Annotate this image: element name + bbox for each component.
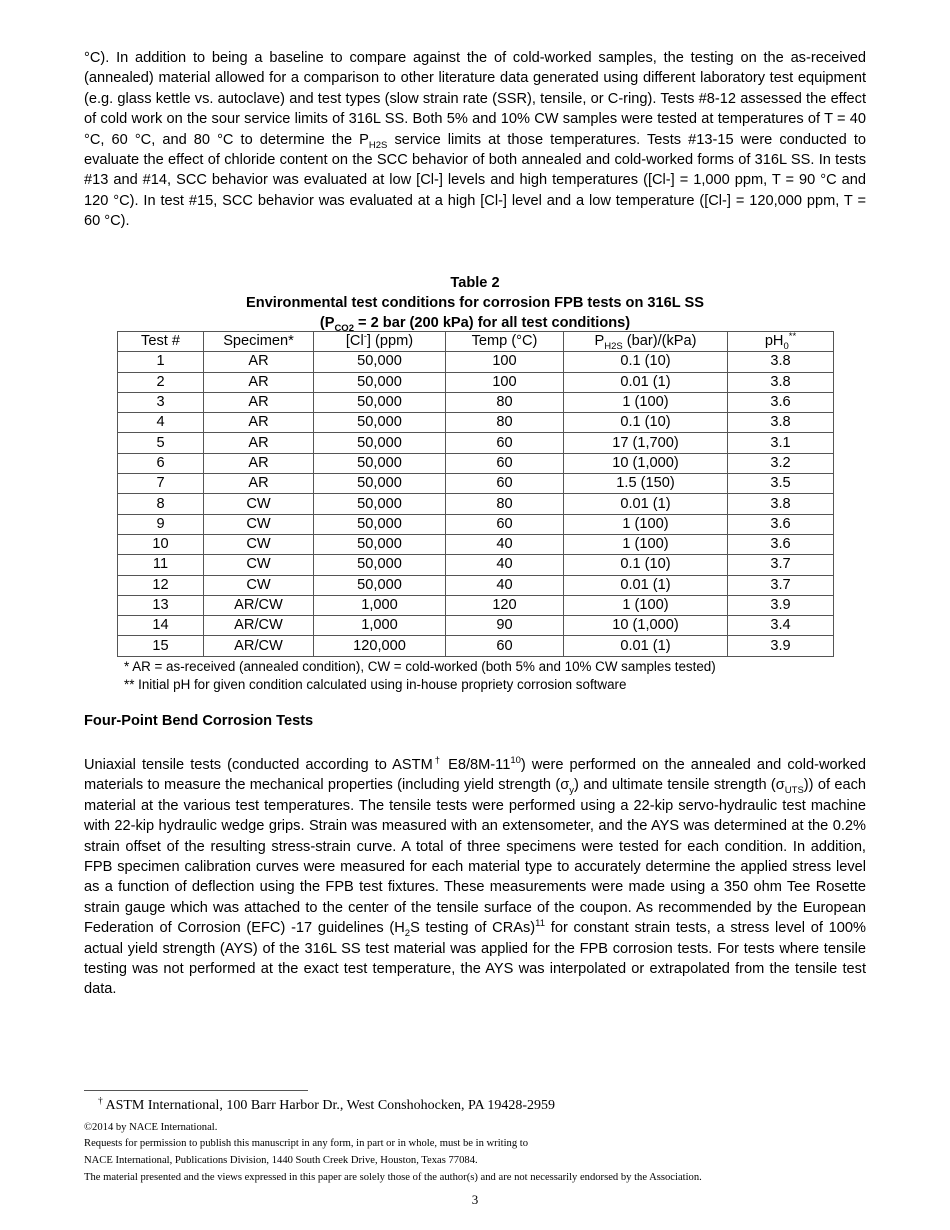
cell-specimen: AR/CW bbox=[204, 636, 314, 656]
cell-ph: 3.9 bbox=[728, 595, 834, 615]
section-heading: Four-Point Bend Corrosion Tests bbox=[84, 713, 314, 729]
cell-temp: 80 bbox=[446, 413, 564, 433]
dagger-mark: † bbox=[98, 1096, 103, 1107]
text-run: for constant strain tests, a stress level of 100% actual yield strength (AYS) of the 316L SS test material was applied for the FPB corrosion tests. For tests where tensile testing was not performed at the exact test temperature, the AYS was interpolated or extrapolated from the tensile test data. bbox=[84, 920, 866, 998]
table-row bbox=[118, 575, 834, 595]
cell-ph2s: 1 (100) bbox=[564, 514, 728, 534]
cell-temp: 90 bbox=[446, 616, 564, 636]
cell-test: 5 bbox=[118, 433, 204, 453]
subscript: H2S bbox=[368, 139, 388, 151]
cell-temp: 60 bbox=[446, 514, 564, 534]
header-ph bbox=[728, 332, 834, 352]
cell-chloride: 50,000 bbox=[314, 494, 446, 514]
subscript: 2 bbox=[404, 928, 411, 940]
cell-ph: 3.6 bbox=[728, 514, 834, 534]
cell-specimen: AR bbox=[204, 413, 314, 433]
cell-chloride: 50,000 bbox=[314, 433, 446, 453]
cell-chloride: 50,000 bbox=[314, 474, 446, 494]
cell-ph2s: 0.01 (1) bbox=[564, 494, 728, 514]
cell-specimen: AR/CW bbox=[204, 595, 314, 615]
subtitle-subscript: CO2 bbox=[334, 322, 354, 334]
cell-chloride: 50,000 bbox=[314, 352, 446, 372]
table-row bbox=[118, 392, 834, 412]
cell-chloride: 50,000 bbox=[314, 514, 446, 534]
cell-temp: 80 bbox=[446, 494, 564, 514]
text-run: S testing of CRAs) bbox=[410, 920, 536, 937]
cell-temp: 60 bbox=[446, 474, 564, 494]
cell-chloride: 50,000 bbox=[314, 453, 446, 473]
cell-test: 7 bbox=[118, 474, 204, 494]
cell-ph2s: 1 (100) bbox=[564, 595, 728, 615]
table-row bbox=[118, 413, 834, 433]
footnote-divider bbox=[84, 1090, 308, 1091]
text-run: E8/8M-11 bbox=[442, 757, 511, 773]
cell-chloride: 50,000 bbox=[314, 372, 446, 392]
cell-chloride: 50,000 bbox=[314, 555, 446, 575]
page-number: 3 bbox=[471, 1192, 479, 1207]
cell-ph2s: 1 (100) bbox=[564, 392, 728, 412]
cell-ph2s: 0.01 (1) bbox=[564, 636, 728, 656]
cell-temp: 60 bbox=[446, 453, 564, 473]
cell-specimen: CW bbox=[204, 575, 314, 595]
text-run: ) and ultimate tensile strength (σ bbox=[574, 777, 785, 794]
text-run: service limits at those temperatures. Tests #13-15 were conducted to evaluate the effect of chloride content on the SCC behavior of both annealed and cold-worked forms of 316L SS. In tests #13 and #14, SCC behavior was evaluated at low [Cl-] levels and high temperatures ([Cl-] = 1,000 ppm, T = 90 °C and 120 °C). In test #15, SCC behavior was evaluated at a high [Cl-] level and a low temperature ([Cl-] = 120,000 ppm, T = 60 °C). bbox=[84, 131, 866, 230]
table-note-1: * AR = as-received (annealed condition), CW = cold-worked (both 5% and 10% CW samples tested) bbox=[124, 659, 716, 674]
cell-test: 6 bbox=[118, 453, 204, 473]
table-row bbox=[118, 514, 834, 534]
cell-test: 13 bbox=[118, 595, 204, 615]
superscript: † bbox=[432, 755, 443, 767]
cell-test: 9 bbox=[118, 514, 204, 534]
cell-ph2s: 0.1 (10) bbox=[564, 555, 728, 575]
cell-test: 1 bbox=[118, 352, 204, 372]
cell-test: 10 bbox=[118, 534, 204, 554]
footer-copyright: ©2014 by NACE International. bbox=[84, 1122, 218, 1133]
cell-specimen: AR bbox=[204, 453, 314, 473]
cell-temp: 60 bbox=[446, 433, 564, 453]
cell-specimen: CW bbox=[204, 514, 314, 534]
body-paragraph-1 bbox=[84, 48, 866, 232]
cell-specimen: CW bbox=[204, 494, 314, 514]
table-row bbox=[118, 433, 834, 453]
table-header-row bbox=[118, 332, 834, 352]
cell-test: 11 bbox=[118, 555, 204, 575]
body-paragraph-2 bbox=[84, 755, 866, 1000]
header-text: P bbox=[594, 333, 605, 350]
cell-test: 8 bbox=[118, 494, 204, 514]
cell-ph2s: 17 (1,700) bbox=[564, 433, 728, 453]
table-row bbox=[118, 534, 834, 554]
header-superscript: - bbox=[363, 331, 367, 343]
cell-temp: 120 bbox=[446, 595, 564, 615]
table-row bbox=[118, 474, 834, 494]
footer-disclaimer: The material presented and the views expressed in this paper are solely those of the author(s) and are not necessarily endorsed by the Association. bbox=[84, 1172, 702, 1183]
header-text: (bar)/(kPa) bbox=[622, 333, 697, 350]
cell-specimen: AR bbox=[204, 474, 314, 494]
cell-test: 12 bbox=[118, 575, 204, 595]
cell-chloride: 50,000 bbox=[314, 575, 446, 595]
cell-specimen: CW bbox=[204, 534, 314, 554]
cell-chloride: 1,000 bbox=[314, 616, 446, 636]
header-superscript: ** bbox=[788, 331, 797, 343]
header-text: pH bbox=[764, 333, 784, 350]
test-conditions-table bbox=[117, 331, 834, 657]
cell-ph: 3.6 bbox=[728, 534, 834, 554]
cell-temp: 100 bbox=[446, 352, 564, 372]
cell-ph: 3.7 bbox=[728, 555, 834, 575]
cell-chloride: 1,000 bbox=[314, 595, 446, 615]
header-subscript: 0 bbox=[783, 341, 789, 353]
header-ph2s bbox=[564, 332, 728, 352]
header-specimen: Specimen* bbox=[204, 332, 314, 352]
subscript: UTS bbox=[784, 785, 804, 797]
cell-ph: 3.8 bbox=[728, 372, 834, 392]
superscript: 10 bbox=[510, 755, 521, 767]
text-run: ) were performed on the annealed and cold-worked materials to measure the mechanical properties (including yield strength (σ bbox=[84, 757, 866, 794]
subtitle-text: = 2 bar (200 kPa) for all test conditions) bbox=[353, 315, 631, 331]
cell-test: 2 bbox=[118, 372, 204, 392]
header-test: Test # bbox=[118, 332, 204, 352]
cell-ph2s: 0.1 (10) bbox=[564, 413, 728, 433]
cell-test: 14 bbox=[118, 616, 204, 636]
footnote-astm bbox=[98, 1098, 555, 1114]
cell-ph: 3.2 bbox=[728, 453, 834, 473]
cell-ph2s: 0.01 (1) bbox=[564, 372, 728, 392]
cell-chloride: 50,000 bbox=[314, 392, 446, 412]
footer-address: NACE International, Publications Division, 1440 South Creek Drive, Houston, Texas 77084. bbox=[84, 1155, 478, 1166]
cell-ph: 3.8 bbox=[728, 413, 834, 433]
header-temp: Temp (°C) bbox=[446, 332, 564, 352]
cell-ph: 3.8 bbox=[728, 494, 834, 514]
cell-chloride: 120,000 bbox=[314, 636, 446, 656]
subscript: y bbox=[569, 785, 574, 797]
table-row bbox=[118, 595, 834, 615]
cell-ph2s: 0.1 (10) bbox=[564, 352, 728, 372]
cell-ph2s: 0.01 (1) bbox=[564, 575, 728, 595]
header-text: ] (ppm) bbox=[366, 333, 414, 350]
superscript: 11 bbox=[535, 918, 546, 930]
cell-ph: 3.7 bbox=[728, 575, 834, 595]
cell-test: 15 bbox=[118, 636, 204, 656]
cell-ph2s: 1 (100) bbox=[564, 534, 728, 554]
table-row bbox=[118, 352, 834, 372]
table-row bbox=[118, 372, 834, 392]
cell-chloride: 50,000 bbox=[314, 413, 446, 433]
header-subscript: H2S bbox=[604, 341, 623, 353]
cell-specimen: AR/CW bbox=[204, 616, 314, 636]
cell-specimen: CW bbox=[204, 555, 314, 575]
cell-ph2s: 10 (1,000) bbox=[564, 616, 728, 636]
cell-ph: 3.5 bbox=[728, 474, 834, 494]
text-run: )) of each material at the various test temperatures. The tensile tests were performed using a 22-kip servo-hydraulic test machine with 22-kip hydraulic wedge grips. Strain was measured with an extensometer, and the AYS was determined at the 0.2% strain offset of the resulting stress-strain curve. A total of three specimens were tested for each condition. In addition, FPB specimen calibration curves were measured for each material type to accurately determine the applied stress level as a function of deflection using the FPB test fixtures. These measurements were made using a 350 ohm Tee Rosette strain gauge which was attached to the center of the tensile surface of the coupon. As recommended by the European Federation of Corrosion (EFC) -17 guidelines (H bbox=[84, 777, 866, 937]
table-label: Table 2 bbox=[450, 275, 500, 291]
subtitle-text: (P bbox=[319, 315, 335, 331]
cell-test: 3 bbox=[118, 392, 204, 412]
cell-temp: 80 bbox=[446, 392, 564, 412]
table-row bbox=[118, 453, 834, 473]
cell-ph: 3.1 bbox=[728, 433, 834, 453]
table-row bbox=[118, 555, 834, 575]
cell-temp: 40 bbox=[446, 575, 564, 595]
header-chloride bbox=[314, 332, 446, 352]
cell-test: 4 bbox=[118, 413, 204, 433]
cell-specimen: AR bbox=[204, 392, 314, 412]
cell-specimen: AR bbox=[204, 372, 314, 392]
cell-ph: 3.8 bbox=[728, 352, 834, 372]
text-run: Uniaxial tensile tests (conducted according to ASTM bbox=[84, 757, 433, 773]
text-run: °C). In addition to being a baseline to compare against the of cold-worked samples, the testing on the as-received (annealed) material allowed for a comparison to other literature data generated using different laboratory test equipment (e.g. glass kettle vs. autoclave) and test types (slow strain rate (SSR), tensile, or C-ring). Tests #8-12 assessed the effect of cold work on the sour service limits of 316L SS. Both 5% and 10% CW samples were tested at temperatures of T = 40 °C, 60 °C, and 80 °C to determine the P bbox=[84, 50, 866, 148]
table-row bbox=[118, 494, 834, 514]
cell-temp: 40 bbox=[446, 555, 564, 575]
cell-ph: 3.9 bbox=[728, 636, 834, 656]
cell-temp: 100 bbox=[446, 372, 564, 392]
cell-specimen: AR bbox=[204, 433, 314, 453]
cell-temp: 40 bbox=[446, 534, 564, 554]
cell-ph: 3.4 bbox=[728, 616, 834, 636]
cell-ph2s: 1.5 (150) bbox=[564, 474, 728, 494]
footer-requests: Requests for permission to publish this manuscript in any form, in part or in whole, must be in writing to bbox=[84, 1138, 529, 1149]
footnote-text: ASTM International, 100 Barr Harbor Dr., West Conshohocken, PA 19428-2959 bbox=[102, 1098, 556, 1113]
table-note-2: ** Initial pH for given condition calculated using in-house propriety corrosion software bbox=[124, 677, 627, 692]
cell-specimen: AR bbox=[204, 352, 314, 372]
cell-chloride: 50,000 bbox=[314, 534, 446, 554]
table-row bbox=[118, 616, 834, 636]
table-row bbox=[118, 636, 834, 656]
cell-ph: 3.6 bbox=[728, 392, 834, 412]
table-title: Environmental test conditions for corrosion FPB tests on 316L SS bbox=[246, 295, 704, 311]
cell-ph2s: 10 (1,000) bbox=[564, 453, 728, 473]
header-text: [Cl bbox=[345, 333, 364, 350]
cell-temp: 60 bbox=[446, 636, 564, 656]
